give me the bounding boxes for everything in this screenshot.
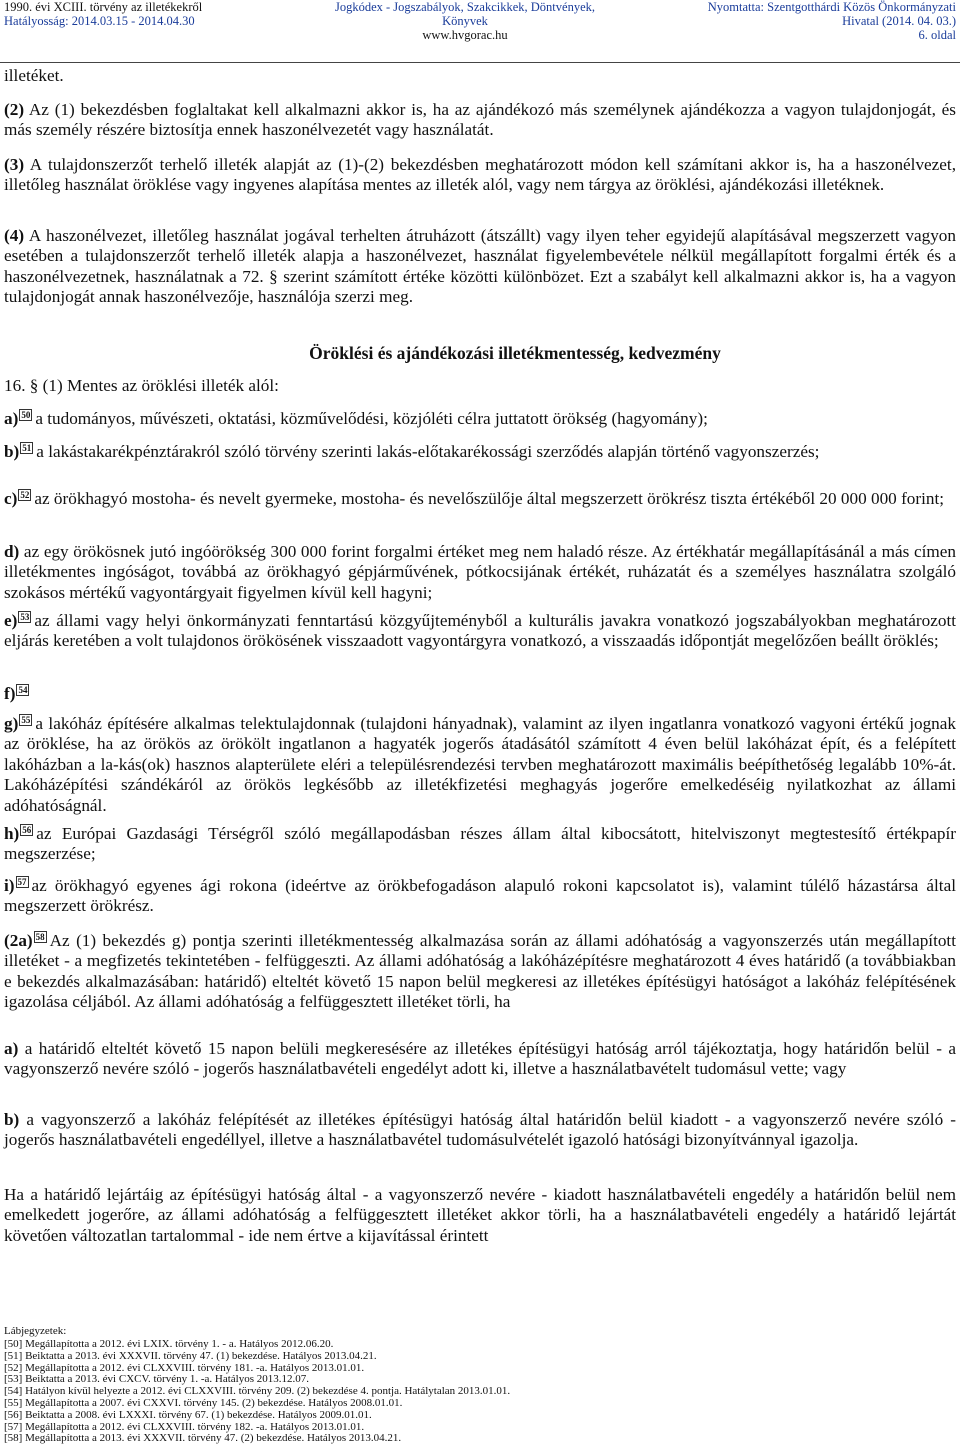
point-label: h) — [4, 824, 20, 843]
point-f — [4, 684, 956, 704]
point-text: a lakóház építésére alkalmas telektulajdonnak (tulajdoni hányadnak), valamint az ilyen ingatlanra vonatkozó vagyoni értékű jognak az öröklése, ha az örökös az örökölt ingatlanon a hagyaték jogerős átadásától számított 4 éven belül lakóházat épít, és a felépített lakóházban a la-kás(ok) hasznos alapterülete eléri a településrendezési tervben meghatározott maximális beépíthetőség legalább 10%-át. Lakóházépítési szándékáról az örökös legkésőbb az illetékfizetési meghagyás jogerőre emelkedéséig nyilatkozhat az állami adóhatóságnál. — [4, 714, 956, 815]
subpoint-b — [4, 1110, 956, 1151]
point-text: az Európai Gazdasági Térségről szóló megállapodásban részes állam által kibocsátott, hitelviszonyt megtestesítő értékpapír megszerzése; — [4, 824, 956, 864]
point-label: f) — [4, 684, 16, 703]
footnote-marker[interactable]: 52 — [20, 490, 30, 500]
point-label: b) — [4, 442, 20, 461]
footnote-item: [55] Megállapította a 2007. évi CXXVI. törvény 145. (2) bekezdése. Hatályos 2008.01.01. — [4, 1396, 403, 1409]
point-label: a) — [4, 1039, 19, 1058]
footnote-marker[interactable]: 53 — [20, 612, 30, 622]
page-header-left — [4, 0, 264, 28]
print-info-line-1: Nyomtatta: Szentgotthárdi Közös Önkormányzati — [707, 0, 956, 14]
point-text: a lakástakarékpénztárakról szóló törvény szerinti lakás-előtakarékossági szerződés alapján történő vagyonszerzés; — [36, 442, 820, 461]
point-h — [4, 824, 956, 865]
paragraph-text: Az (1) bekezdésben foglaltakat kell alkalmazni akkor is, ha az ajándékozó más személynek ajándékozza a vagyon tulajdonjogát, és más személy részére biztosítja ennek haszonélvezetét vagy használatát. — [4, 100, 956, 140]
page-number: 6. oldal — [918, 28, 956, 42]
footnote-item: [58] Megállapította a 2013. évi XXXVII. törvény 47. (2) bekezdése. Hatályos 2013.04.21. — [4, 1432, 402, 1445]
point-label: d) — [4, 542, 20, 561]
publisher-url[interactable]: www.hvgorac.hu — [422, 28, 508, 42]
point-g — [4, 714, 956, 816]
page-header-right — [640, 0, 956, 42]
point-b — [4, 442, 956, 462]
publisher-line-2: Könyvek — [442, 14, 488, 28]
point-d — [4, 542, 956, 603]
validity-range: Hatályosság: 2014.03.15 - 2014.04.30 — [4, 14, 195, 28]
footnote-item: [50] Megállapította a 2012. évi LXIX. törvény 1. - a. Hatályos 2012.06.20. — [4, 1338, 334, 1350]
point-text: a vagyonszerző a lakóház felépítését az illetékes építésügyi hatóság által határidőn belül kiadott - a vagyonszerző nevére szóló - jogerős használatbavételi engedéllyel, illetve a használatbavétel tudomásulvételét igazoló hatósági bizonyítvánnyal igazolja. — [4, 1110, 956, 1150]
paragraph-continuation: illetéket. — [4, 66, 64, 85]
section-label: 16. § (1) — [4, 376, 63, 395]
paragraph-2a — [4, 931, 956, 1013]
point-label: g) — [4, 714, 19, 733]
footnote-item: [53] Beiktatta a 2013. évi CXCV. törvény 1. -a. Hatályos 2013.12.07. — [4, 1373, 309, 1386]
footnote-marker[interactable]: 57 — [17, 877, 27, 887]
paragraph-label: (3) — [4, 155, 25, 174]
paragraph-text: A tulajdonszerzőt terhelő illeték alapját az (1)-(2) bekezdésben meghatározott módon kell számítani akkor is, ha a haszonélvezet, illetőleg használat öröklése vagy ingyenes alapítása mentes az illeték alól, vagy nem tárgya az öröklési, ajándékozási illetéknek. — [4, 155, 956, 195]
footnote-marker[interactable]: 50 — [21, 410, 31, 420]
section-16-intro — [4, 376, 956, 396]
point-text: a tudományos, művészeti, oktatási, közművelődési, közjóléti célra juttatott örökség (hagyomány); — [35, 409, 708, 428]
footnote-item: [57] Megállapította a 2012. évi CLXXVIII. törvény 182. -a. Hatályos 2013.01.01. — [4, 1420, 365, 1433]
point-label: c) — [4, 489, 18, 508]
subpoint-a — [4, 1039, 956, 1080]
header-divider — [0, 62, 960, 63]
point-label: i) — [4, 876, 15, 895]
point-e — [4, 611, 956, 652]
print-info-line-2: Hivatal (2014. 04. 03.) — [842, 14, 956, 28]
point-text: az örökhagyó mostoha- és nevelt gyermeke, mostoha- és nevelőszülője által megszerzett örökrész tiszta értékéből 20 000 000 forint; — [34, 489, 945, 508]
point-text: az egy örökösnek jutó ingóörökség 300 000 forint forgalmi értéket meg nem haladó része. Az értékhatár megállapításánál a más címen illetékmentes ingóságot, továbbá az örökhagyó gépjárművének, pótkocsijának értékét, ruházatát és a személyes használatra szolgáló szokásos mértékű vagyontárgyait figyelmen kívül kell hagyni; — [4, 542, 956, 602]
paragraph-text: A haszonélvezet, illetőleg használat jogával terhelten átruházott (átszállt) vagy ilyen teher egyidejű alapításával megszerzett vagyon esetében a tulajdonszerzőt terhelő illeték alapja a haszonélvezet, használat figyelembevétele nélkül megállapított forgalmi érték és a haszonélvezetnek, használatnak a 72. § szerint számított értéke közötti különbözet. Ezt a szabályt kell alkalmazni akkor is, ha a vagyon tulajdonjogát annak haszonélvezője, használója szerzi meg. — [4, 226, 956, 307]
point-label: e) — [4, 611, 18, 630]
footnote-item: [56] Beiktatta a 2008. évi LXXXI. törvény 67. (1) bekezdése. Hatályos 2009.01.01. — [4, 1408, 372, 1421]
paragraph-4 — [4, 226, 956, 308]
section-intro-text: Mentes az öröklési illeték alól: — [62, 376, 279, 395]
paragraph-text: Az (1) bekezdés g) pontja szerinti illetékmentesség alkalmazása során az állami adóhatóság a vagyonszerzés után megállapított illetéket - a megfizetés tekintetében - felfüggeszti. Az állami adóhatóság a lakóházépítésre meghatározott 4 éves határidő (a továbbiakban e bekezdés alkalmazásában: határidő) elteltét követő 15 napon belül megkeresi az illetékes építésügyi hatóságot a lakóház felépítésének igazolása céljából. Az állami adóhatóság a felfüggesztett illetéket törli, ha — [4, 931, 956, 1012]
footnotes-list — [4, 1339, 510, 1445]
footnote-marker[interactable]: 56 — [22, 825, 32, 835]
point-label: a) — [4, 409, 19, 428]
footnote-marker[interactable]: 55 — [21, 715, 31, 725]
page-header-center — [300, 0, 630, 42]
point-label: b) — [4, 1110, 20, 1129]
section-heading: Öröklési és ajándékozási illetékmentesség, kedvezmény — [309, 343, 721, 363]
footnote-item: [52] Megállapította a 2012. évi CLXXVIII. törvény 181. -a. Hatályos 2013.01.01. — [4, 1361, 365, 1374]
footnote-item: [51] Beiktatta a 2013. évi XXXVII. törvény 47. (1) bekezdése. Hatályos 2013.04.21. — [4, 1349, 377, 1362]
paragraph-label: (2) — [4, 100, 25, 119]
paragraph-label: (4) — [4, 226, 25, 245]
publisher-line-1: Jogkódex - Jogszabályok, Szakcikkek, Döntvények, — [334, 0, 595, 14]
paragraph-2 — [4, 100, 956, 141]
footnotes-title: Lábjegyzetek: — [4, 1325, 67, 1337]
footnote-item: [54] Hatályon kívül helyezte a 2012. évi CLXXVIII. törvény 209. (2) bekezdése 4. pontja. Hatálytalan 2013.01.01. — [4, 1385, 511, 1398]
law-title: 1990. évi XCIII. törvény az illetékekről — [4, 0, 203, 14]
footnote-marker[interactable]: 54 — [18, 685, 28, 695]
paragraph-label: (2a) — [4, 931, 33, 950]
footnote-marker[interactable]: 58 — [35, 932, 45, 942]
paragraph-final: Ha a határidő lejártáig az építésügyi hatóság által - a vagyonszerző nevére - kiadott használatbavételi engedély a határidőn belül nem emelkedett jogerőre, az állami adóhatóság a felfüggesztett illetéket akkor törli, ha a használatbavételi engedély a határidő lejártát követően változatlan tartalommal - ide nem értve a kijavítással érintett — [4, 1185, 956, 1245]
point-a — [4, 409, 956, 429]
point-text: az állami vagy helyi önkormányzati fenntartású közgyűjteményből a kulturális javakra vonatkozó jogszabályokban meghatározott eljárás keretében a volt tulajdonos örökösének visszaadott vagyontárgyra vonatkozó, a visszaadás időpontját megelőzően beállt öröklés; — [4, 611, 956, 651]
point-text: a határidő elteltét követő 15 napon belüli megkeresésére az illetékes építésügyi hatóság arról tájékoztatja, hogy határidőn belül - a vagyonszerző nevére szóló - jogerős használatbavételi engedélyt adott ki, illetve a használatbavételt tudomásul vette; vagy — [4, 1039, 956, 1079]
point-text: az örökhagyó egyenes ági rokona (ideértve az örökbefogadáson alapuló rokoni kapcsolatot is), valamint túlélő házastársa által megszerzett örökrész. — [4, 876, 956, 916]
paragraph-3 — [4, 155, 956, 196]
footnote-marker[interactable]: 51 — [22, 443, 32, 453]
point-c — [4, 489, 956, 509]
point-i — [4, 876, 956, 917]
